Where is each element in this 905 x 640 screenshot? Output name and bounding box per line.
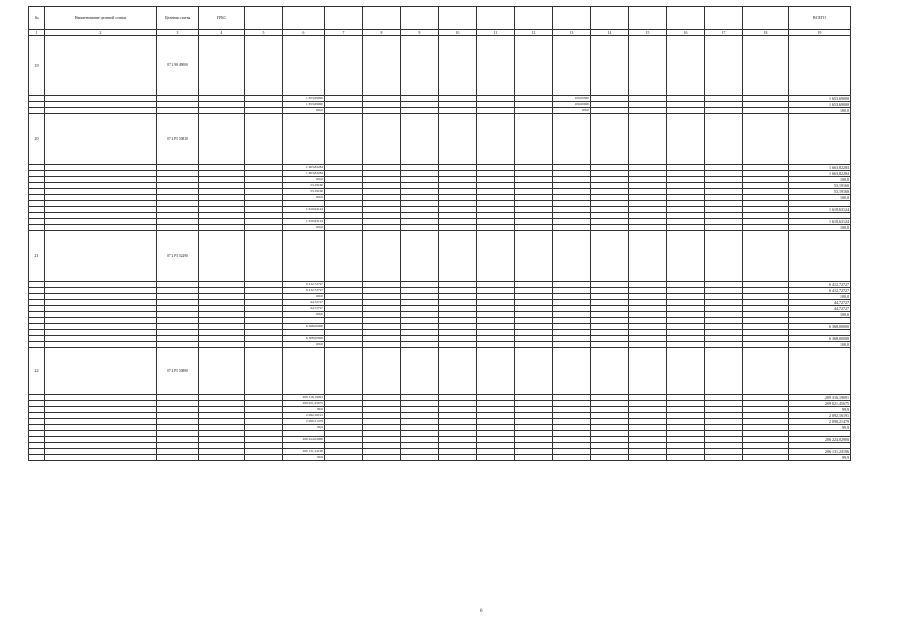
total-cell: 99,9 xyxy=(789,406,851,412)
table-cell xyxy=(325,230,363,281)
grbs-name xyxy=(199,113,245,164)
table-cell xyxy=(629,454,667,460)
table-cell xyxy=(553,113,591,164)
column-number: 13 xyxy=(553,30,591,36)
program-description xyxy=(45,113,157,164)
table-cell xyxy=(401,36,439,96)
column-header xyxy=(401,7,439,30)
amount-cell: 99,9 xyxy=(283,454,325,460)
table-cell xyxy=(553,347,591,394)
amount-cell: 1 610,63124 xyxy=(283,206,325,212)
column-number: 16 xyxy=(667,30,705,36)
column-header xyxy=(325,7,363,30)
amount-cell: 209 316,19091 xyxy=(283,394,325,400)
column-number: 1 xyxy=(29,30,45,36)
total-cell: 1 663,82284 xyxy=(789,170,851,176)
column-number: 11 xyxy=(477,30,515,36)
table-cell xyxy=(439,454,477,460)
column-header xyxy=(439,7,477,30)
table-cell xyxy=(789,113,851,164)
total-cell: 6 412,72727 xyxy=(789,281,851,287)
amount-cell: 100,0 xyxy=(283,341,325,347)
table-cell xyxy=(629,36,667,96)
table-cell xyxy=(629,347,667,394)
table-cell xyxy=(705,230,743,281)
amount-cell: 100,0 xyxy=(553,107,591,113)
table-cell xyxy=(439,347,477,394)
table-cell xyxy=(477,454,515,460)
column-header: Целевая статья xyxy=(157,7,199,30)
amount-cell: 100,0 xyxy=(283,107,325,113)
table-cell xyxy=(667,454,705,460)
table-cell xyxy=(667,347,705,394)
total-cell: 6 368,00000 xyxy=(789,323,851,329)
table-cell xyxy=(283,347,325,394)
program-row xyxy=(29,347,851,394)
table-cell xyxy=(245,347,283,394)
table-cell xyxy=(325,347,363,394)
column-header xyxy=(553,7,591,30)
total-cell: 100,0 xyxy=(789,194,851,200)
table-cell xyxy=(705,454,743,460)
column-number: 4 xyxy=(199,30,245,36)
table-cell xyxy=(401,454,439,460)
table-cell xyxy=(325,36,363,96)
table-cell xyxy=(439,230,477,281)
table-cell xyxy=(515,454,553,460)
total-cell: 6 412,72727 xyxy=(789,287,851,293)
total-cell: 2 090,21479 xyxy=(789,418,851,424)
total-cell: 6 368,00000 xyxy=(789,335,851,341)
total-cell: 1 663,82284 xyxy=(789,164,851,170)
program-description xyxy=(45,230,157,281)
column-header xyxy=(477,7,515,30)
table-cell xyxy=(477,36,515,96)
total-cell: 99,9 xyxy=(789,424,851,430)
table-cell xyxy=(591,347,629,394)
amount-cell: 53,19160 xyxy=(283,188,325,194)
column-header xyxy=(629,7,667,30)
total-cell: 209 316,19091 xyxy=(789,394,851,400)
table-cell xyxy=(29,454,45,460)
program-row xyxy=(29,36,851,96)
table-cell xyxy=(705,113,743,164)
column-header xyxy=(245,7,283,30)
total-cell: 53,19160 xyxy=(789,188,851,194)
grbs-name xyxy=(199,36,245,96)
table-cell xyxy=(401,230,439,281)
total-cell: 44,72727 xyxy=(789,305,851,311)
total-cell: 209 021,45675 xyxy=(789,400,851,406)
column-header xyxy=(363,7,401,30)
column-header: ГРБС xyxy=(199,7,245,30)
table-cell xyxy=(363,454,401,460)
total-cell: 100,0 xyxy=(789,176,851,182)
table-cell xyxy=(515,230,553,281)
table-cell xyxy=(515,347,553,394)
column-number: 3 xyxy=(157,30,199,36)
amount-cell: 100,00000 xyxy=(553,95,591,101)
grbs-name xyxy=(199,347,245,394)
table-cell xyxy=(439,36,477,96)
table-cell xyxy=(743,230,789,281)
column-number: 2 xyxy=(45,30,157,36)
table-cell xyxy=(325,113,363,164)
table-cell xyxy=(789,36,851,96)
total-cell: 100,0 xyxy=(789,293,851,299)
table-cell xyxy=(667,36,705,96)
table-cell xyxy=(363,230,401,281)
table-cell xyxy=(363,347,401,394)
table-cell xyxy=(199,454,245,460)
table-cell xyxy=(629,113,667,164)
table-cell xyxy=(743,113,789,164)
table-cell xyxy=(591,230,629,281)
program-row xyxy=(29,113,851,164)
column-number: 6 xyxy=(283,30,325,36)
program-row xyxy=(29,230,851,281)
column-header xyxy=(705,7,743,30)
target-code: 07 2 P5 50810 xyxy=(157,113,199,164)
column-header: Наименование целевой статьи xyxy=(45,7,157,30)
table-cell xyxy=(363,36,401,96)
row-number: 20 xyxy=(29,113,45,164)
table-cell xyxy=(157,454,199,460)
amount-cell: 100,00000 xyxy=(553,101,591,107)
amount-cell: 100,0 xyxy=(283,311,325,317)
column-number: 8 xyxy=(363,30,401,36)
row-label xyxy=(45,454,157,460)
amount-cell xyxy=(553,454,591,460)
table-cell xyxy=(591,113,629,164)
column-number: 12 xyxy=(515,30,553,36)
table-cell xyxy=(401,347,439,394)
budget-table xyxy=(28,6,851,461)
amount-cell: 44,72727 xyxy=(283,305,325,311)
column-number: 14 xyxy=(591,30,629,36)
amount-cell: 44,72727 xyxy=(283,299,325,305)
column-header xyxy=(515,7,553,30)
program-description xyxy=(45,347,157,394)
amount-cell: 100,0 xyxy=(283,293,325,299)
table-cell xyxy=(743,36,789,96)
amount-cell: 206 224,02900 xyxy=(283,436,325,442)
header-row xyxy=(29,7,851,30)
total-cell: 1 653,69000 xyxy=(789,95,851,101)
column-number: 10 xyxy=(439,30,477,36)
amount-cell: 6 412,72727 xyxy=(283,281,325,287)
table-cell xyxy=(245,454,283,460)
column-header: ВСЕГО xyxy=(789,7,851,30)
table-cell xyxy=(283,113,325,164)
total-cell: 99,9 xyxy=(789,454,851,460)
column-number: 19 xyxy=(789,30,851,36)
amount-cell: 1 653,69000 xyxy=(283,95,325,101)
column-number: 9 xyxy=(401,30,439,36)
report-sheet xyxy=(28,6,848,618)
table-cell xyxy=(743,347,789,394)
total-cell: 206 131,24196 xyxy=(789,448,851,454)
total-cell: 100,0 xyxy=(789,311,851,317)
total-cell: 100,0 xyxy=(789,224,851,230)
table-cell xyxy=(477,230,515,281)
amount-cell: 1 610,63124 xyxy=(283,218,325,224)
total-cell: 100,0 xyxy=(789,107,851,113)
table-cell xyxy=(477,113,515,164)
table-cell xyxy=(283,230,325,281)
grbs-name xyxy=(199,230,245,281)
amount-cell: 6 412,72727 xyxy=(283,287,325,293)
table-cell xyxy=(667,230,705,281)
table-cell xyxy=(245,230,283,281)
amount-cell: 1 663,82284 xyxy=(283,164,325,170)
table-cell xyxy=(629,230,667,281)
total-cell: 2 092,16191 xyxy=(789,412,851,418)
table-cell xyxy=(667,113,705,164)
table-cell xyxy=(439,113,477,164)
table-cell xyxy=(325,454,363,460)
table-cell xyxy=(245,113,283,164)
table-cell xyxy=(477,347,515,394)
column-number: 18 xyxy=(743,30,789,36)
column-header xyxy=(743,7,789,30)
table-cell xyxy=(705,36,743,96)
column-header: № xyxy=(29,7,45,30)
table-cell xyxy=(553,36,591,96)
column-number: 15 xyxy=(629,30,667,36)
table-cell xyxy=(363,113,401,164)
table-cell xyxy=(553,230,591,281)
column-number: 17 xyxy=(705,30,743,36)
amount-cell: 206 131,24196 xyxy=(283,448,325,454)
table-cell xyxy=(591,454,629,460)
table-cell xyxy=(705,347,743,394)
column-header xyxy=(591,7,629,30)
row-number: 19 xyxy=(29,36,45,96)
target-code: 07 4 P5 50890 xyxy=(157,347,199,394)
amount-cell: 1 653,69000 xyxy=(283,101,325,107)
table-row xyxy=(29,454,851,460)
column-header xyxy=(283,7,325,30)
total-cell: 100,0 xyxy=(789,341,851,347)
column-number: 5 xyxy=(245,30,283,36)
amount-cell: 99,9 xyxy=(283,424,325,430)
program-description xyxy=(45,36,157,96)
amount-cell: 2 092,16191 xyxy=(283,412,325,418)
total-cell: 1 610,63124 xyxy=(789,206,851,212)
amount-cell: 99,9 xyxy=(283,406,325,412)
amount-cell: 100,0 xyxy=(283,224,325,230)
page-number: 6 xyxy=(480,609,483,614)
column-header xyxy=(667,7,705,30)
table-cell xyxy=(743,454,789,460)
table-cell xyxy=(245,36,283,96)
total-cell: 44,72727 xyxy=(789,299,851,305)
amount-cell: 209 021,45675 xyxy=(283,400,325,406)
amount-cell: 53,19160 xyxy=(283,182,325,188)
total-cell: 53,19160 xyxy=(789,182,851,188)
amount-cell: 1 663,82284 xyxy=(283,170,325,176)
table-cell xyxy=(283,36,325,96)
amount-cell: 6 368,00000 xyxy=(283,335,325,341)
table-cell xyxy=(515,113,553,164)
table-cell xyxy=(789,230,851,281)
table-cell xyxy=(401,113,439,164)
target-code: 07 2 98 49000 xyxy=(157,36,199,96)
row-number: 21 xyxy=(29,230,45,281)
amount-cell: 100,0 xyxy=(283,176,325,182)
row-number: 22 xyxy=(29,347,45,394)
amount-cell: 6 368,00000 xyxy=(283,323,325,329)
total-cell: 1 610,63124 xyxy=(789,218,851,224)
amount-cell: 2 090,21479 xyxy=(283,418,325,424)
amount-cell: 100,0 xyxy=(283,194,325,200)
target-code: 07 2 P5 52290 xyxy=(157,230,199,281)
total-cell: 206 224,02900 xyxy=(789,436,851,442)
column-number: 7 xyxy=(325,30,363,36)
table-cell xyxy=(789,347,851,394)
table-cell xyxy=(591,36,629,96)
total-cell: 1 653,69000 xyxy=(789,101,851,107)
table-cell xyxy=(515,36,553,96)
